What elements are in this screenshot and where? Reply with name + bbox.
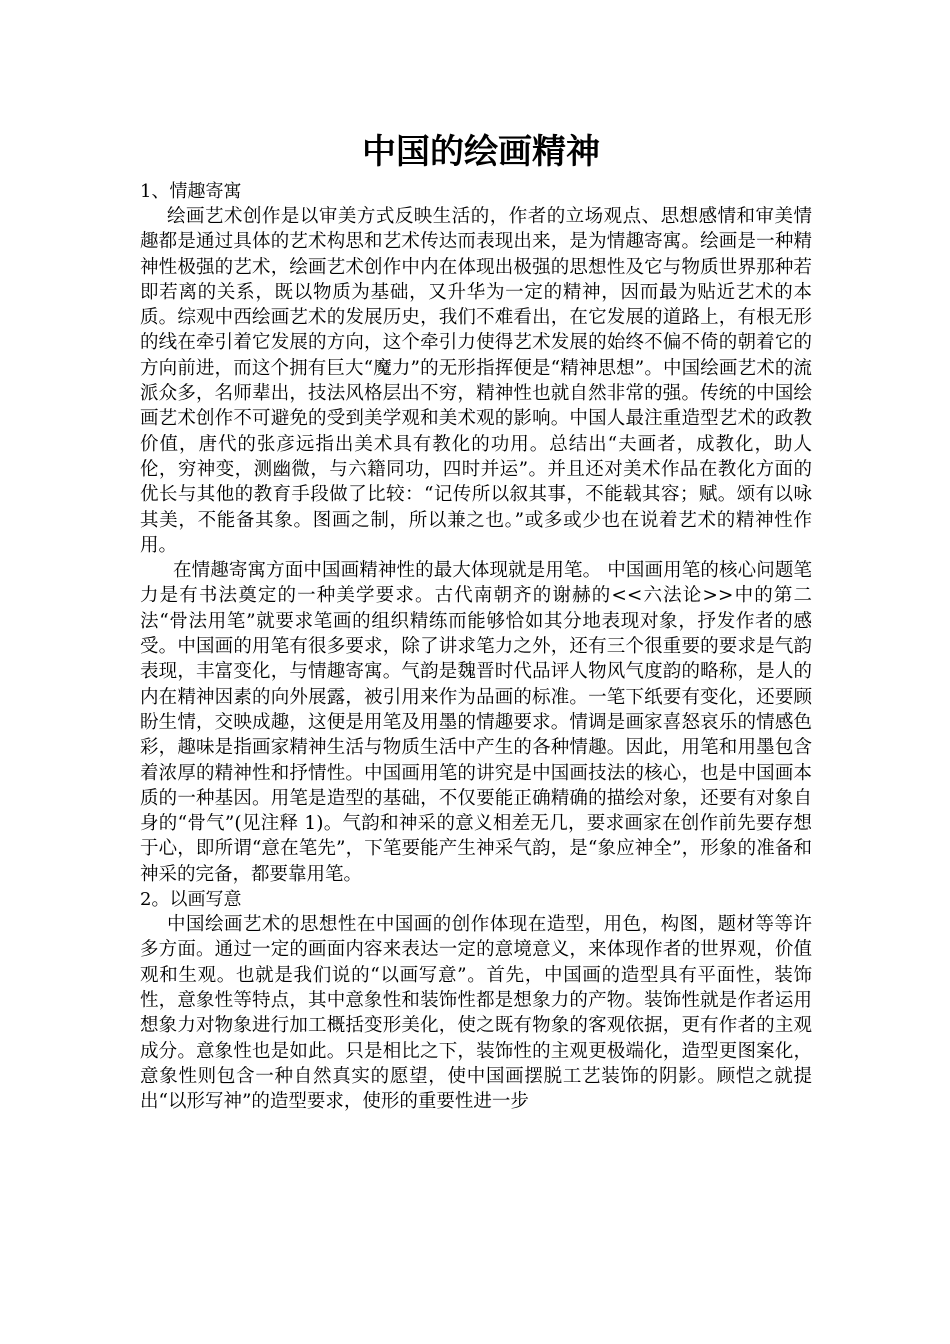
section-heading: 2。以画写意 xyxy=(140,889,242,911)
section-yihua-xieyi xyxy=(140,887,812,1114)
section-qingqu-jiyu xyxy=(140,179,812,887)
section-heading: 1、情趣寄寓 xyxy=(140,181,242,202)
paragraph: 中国绘画艺术的思想性在中国画的创作体现在造型，用色，构图，题材等等许多方面。通过一定的画面内容来表达一定的意境意义，来体现作者的世界观，价值观和生观。也就是我们说的“以画写意”。首先，中国画的造型具有平面性，装饰性，意象性等特点，其中意象性和装饰性都是想象力的产物。装饰性就是作者运用想象力对物象进行加工概括变形美化，使之既有物象的客观依据，更有作者的主观成分。意象性也是如此。只是相比之下，装饰性的主观更极端化，造型更图案化，意象性则包含一种自然真实的愿望，使中国画摆脱工艺装饰的阴影。顾恺之就提出“以形写神”的造型要求，使形的重要性进一步 xyxy=(140,914,812,1113)
paragraph: 在情趣寄寓方面中国画精神性的最大体现就是用笔。 中国画用笔的核心问题笔力是有书法奠定的一种美学要求。古代南朝齐的谢赫的<<六法论>>中的第二法“骨法用笔”就要求笔画的组织精练而能够恰如其分地表现对象，抒发作者的感受。中国画的用笔有很多要求，除了讲求笔力之外，还有三个很重要的要求是气韵表现，丰富变化，与情趣寄寓。气韵是魏晋时代品评人物风气度韵的略称，是人的内在精神因素的向外展露，被引用来作为品画的标准。一笔下纸要有变化，还要顾盼生情，交映成趣，这便是用笔及用墨的情趣要求。情调是画家喜怒哀乐的情感色彩，趣味是指画家精神生活与物质生活中产生的各种情趣。因此，用笔和用墨包含着浓厚的精神性和抒情性。中国画用笔的讲究是中国画技法的核心，也是中国画本质的一种基因。用笔是造型的基础，不仅要能正确精确的描绘对象，还要有对象自身的“骨气”(见注释 1)。气韵和神采的意义相差无几，要求画家在创作前先要存想于心，即所谓“意在笔先”，下笔要能产生神采气韵，是“象应神全”，形象的准备和神采的完备，都要靠用笔。 xyxy=(140,560,812,885)
paragraph: 绘画艺术创作是以审美方式反映生活的，作者的立场观点、思想感情和审美情趣都是通过具体的艺术构思和艺术传达而表现出来，是为情趣寄寓。绘画是一种精神性极强的艺术，绘画艺术创作中内在体现出极强的思想性及它与物质世界那种若即若离的关系，既以物质为基础，又升华为一定的精神，因而最为贴近艺术的本质。综观中西绘画艺术的发展历史，我们不难看出，在它发展的道路上，有根无形的线在牵引着它发展的方向，这个牵引力使得艺术发展的始终不偏不倚的朝着它的方向前进，而这个拥有巨大“魔力”的无形指挥便是“精神思想”。中国绘画艺术的流派众多，名师辈出，技法风格层出不穷，精神性也就自然非常的强。传统的中国绘画艺术创作不可避免的受到美学观和美术观的影响。中国人最注重造型艺术的政教价值，唐代的张彦远指出美术具有教化的功用。总结出“夫画者，成教化，助人伦，穷神变，测幽微，与六籍同功，四时并运”。并且还对美术作品在教化方面的优长与其他的教育手段做了比较：“记传所以叙其事，不能载其容；赋。颂有以咏其美，不能备其象。图画之制，所以兼之也。”或多或少也在说着艺术的精神性作用。 xyxy=(140,206,812,556)
document-page xyxy=(140,125,812,1114)
document-title: 中国的绘画精神 xyxy=(362,132,600,172)
